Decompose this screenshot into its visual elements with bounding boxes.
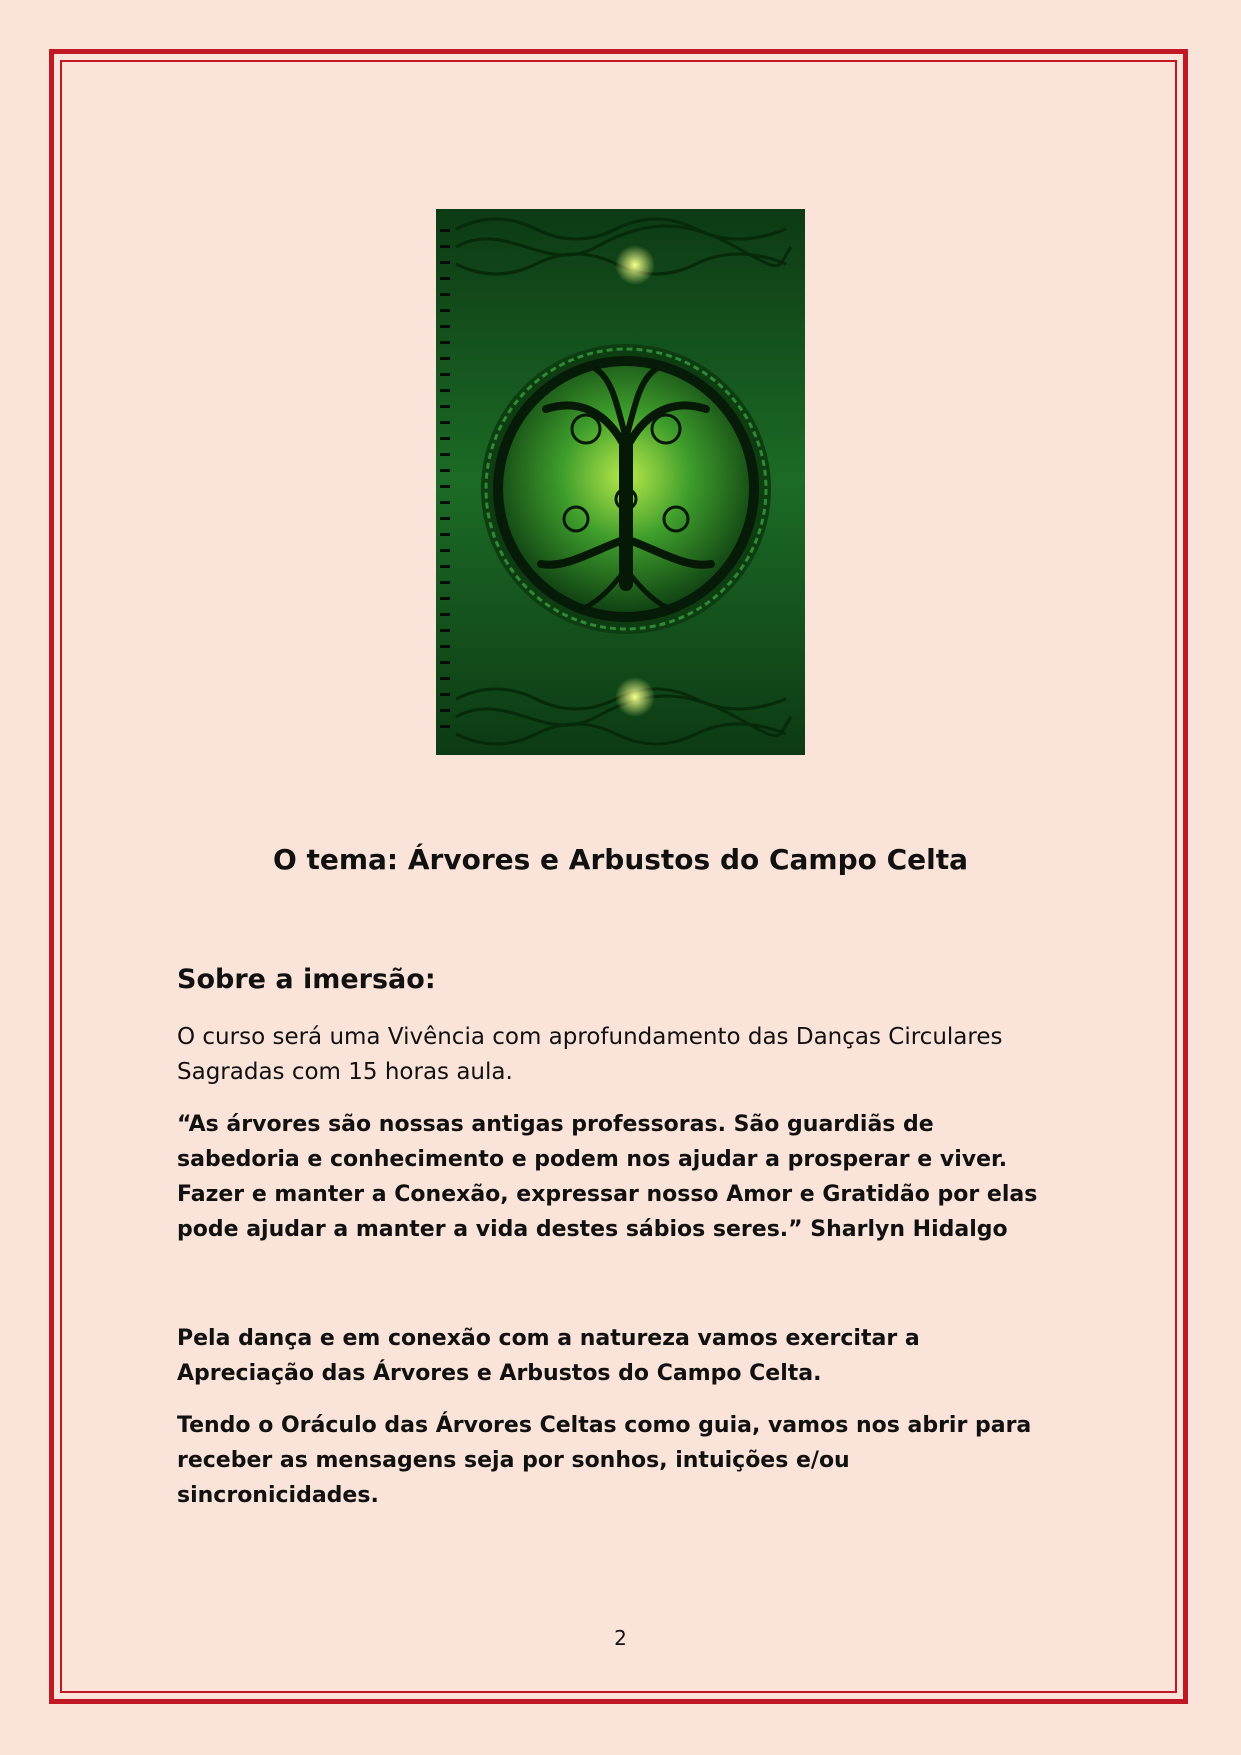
paragraph-quote-part2: Fazer e manter a Conexão, expressar nosso Amor e Gratidão por elas pode ajudar a manter a vida destes sábios seres.” Sharlyn Hidalgo [177, 1182, 1038, 1242]
paragraph-quote-part1: “As árvores são nossas antigas professoras. São guardiãs de sabedoria e conhecimento e podem nos ajudar a prosperar e viver. [177, 1112, 1008, 1172]
paragraph-dance-nature: Pela dança e em conexão com a natureza vamos exercitar a Apreciação das Árvores e Arbustos do Campo Celta. [177, 1326, 920, 1386]
section-heading: Sobre a imersão: [177, 964, 436, 995]
celtic-tree-of-life-image [436, 209, 805, 755]
page-number: 2 [614, 1626, 627, 1650]
paragraph-oracle: Tendo o Oráculo das Árvores Celtas como guia, vamos nos abrir para receber as mensagens seja por sonhos, intuições e/ou sincronicidades. [177, 1413, 1032, 1508]
paragraph-course-description: O curso será uma Vivência com aprofundamento das Danças Circulares Sagradas com 15 horas aula. [177, 1024, 1003, 1085]
document-body [177, 960, 1057, 1513]
document-title: O tema: Árvores e Arbustos do Campo Celta [272, 843, 969, 876]
